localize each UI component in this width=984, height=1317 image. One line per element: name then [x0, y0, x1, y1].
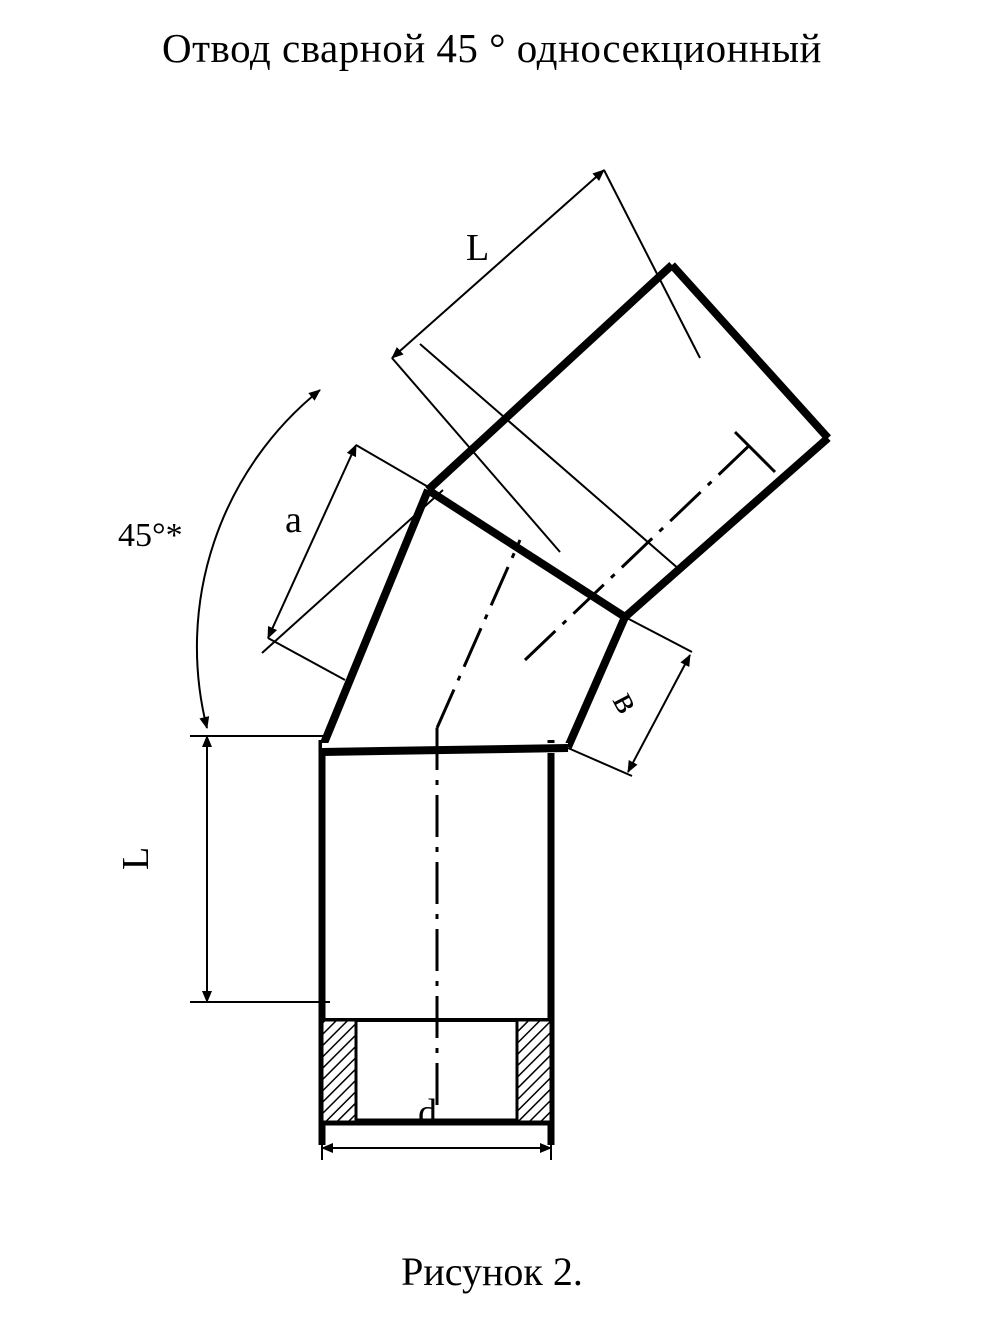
- label-segment-a: a: [285, 499, 302, 541]
- page-title: Отвод сварной 45 ° односекционный: [162, 25, 822, 71]
- top-pipe-outline: [428, 265, 828, 617]
- label-length-bottom: L: [115, 846, 157, 870]
- mitre-section-outline: [322, 490, 625, 748]
- mitre-weld-lines: [322, 748, 568, 752]
- figure-caption: Рисунок 2.: [401, 1249, 583, 1294]
- elbow-drawing: [0, 100, 984, 1230]
- label-diameter: d: [418, 1092, 437, 1134]
- label-segment-b: в: [604, 684, 650, 721]
- label-angle: 45°*: [118, 517, 183, 554]
- figure-container: [0, 100, 984, 1230]
- dimension-lines: [190, 170, 700, 1160]
- label-length-top: L: [466, 227, 490, 269]
